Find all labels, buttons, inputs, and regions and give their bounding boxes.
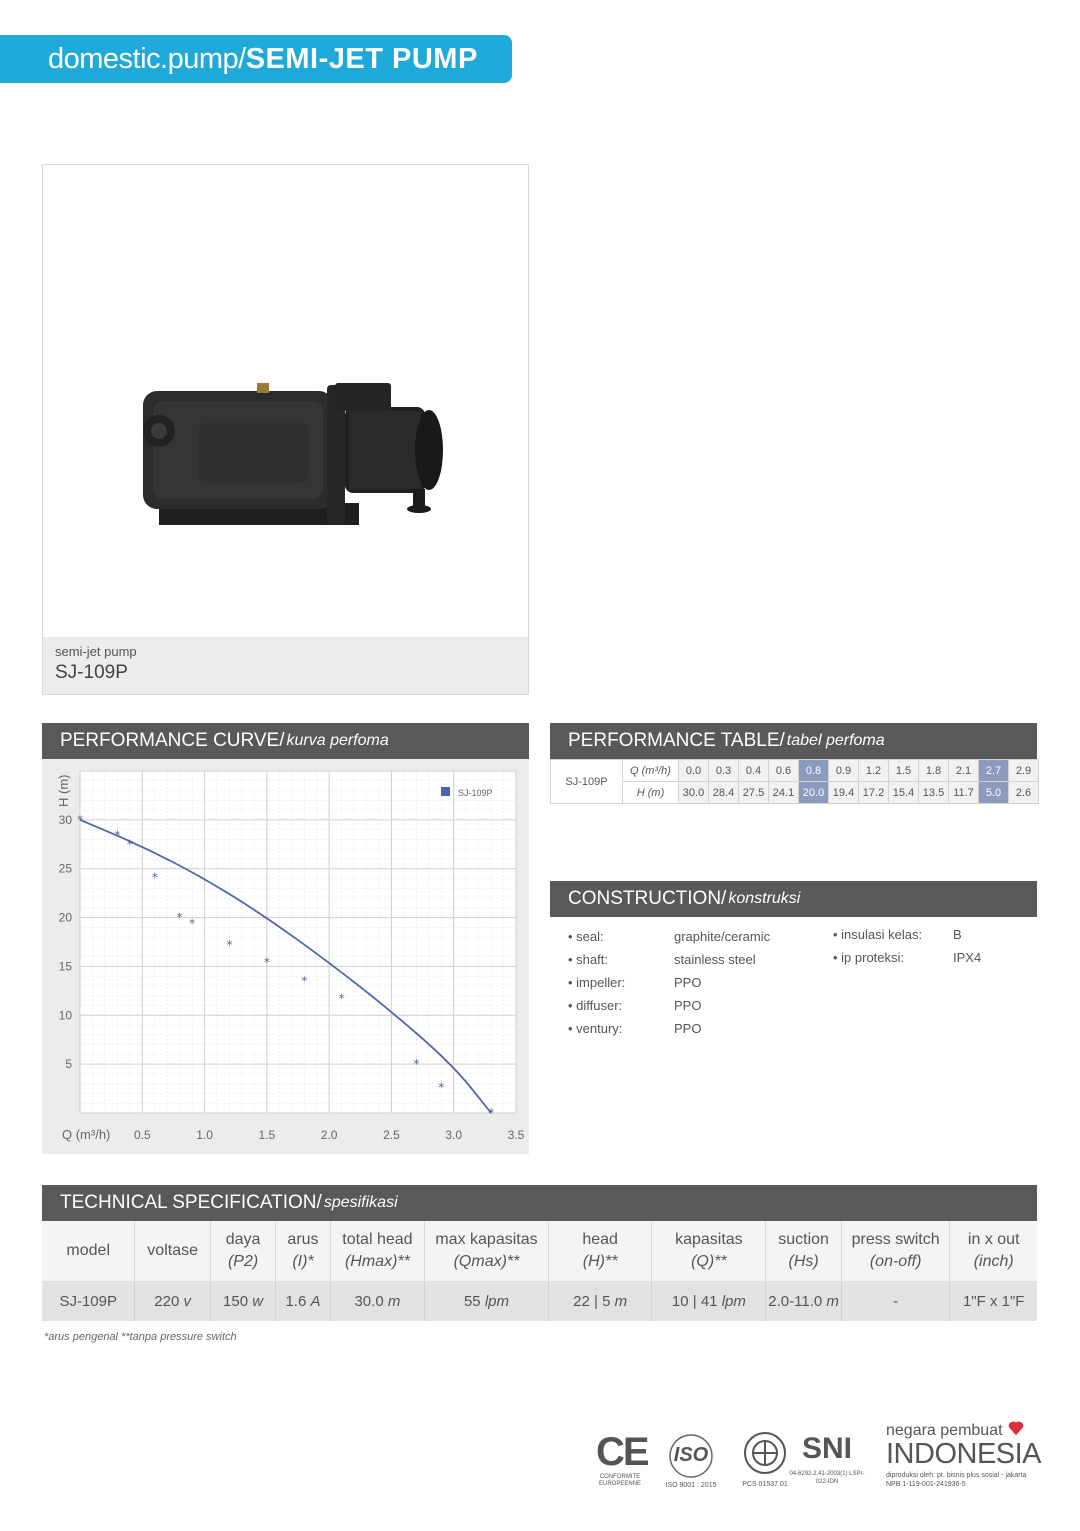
y-tick-label: 30 [58,812,72,827]
iso-logo [658,1428,724,1494]
spec-col-header: in x out (inch) [950,1221,1037,1281]
x-tick-label: 3.0 [445,1128,463,1142]
data-point: * [413,1057,420,1072]
construction-key: • impeller: [568,975,626,990]
performance-chart [42,759,529,1154]
indonesia-npb: NPB 1-119-001-241936-5 [886,1481,966,1488]
y-tick-label: 25 [58,861,72,876]
perf-h-cell-highlight: 5.0 [979,782,1009,804]
x-tick-label: 3.5 [507,1128,525,1142]
performance-curve-subtitle: kurva perfoma [286,732,389,749]
construction-value: graphite/ceramic [674,929,771,944]
perf-q-cell: 0.9 [829,760,859,782]
data-point: * [263,955,270,970]
indonesia-tagline: negara pembuat [886,1422,1003,1439]
ce-mark: CE [596,1430,648,1474]
tech-spec-table [42,1221,1037,1321]
sni-logo [788,1432,866,1486]
construction-key: • ip proteksi: [833,950,905,965]
construction-item [568,925,770,948]
spec-col-header: suction (Hs) [766,1221,841,1281]
indonesia-logo [886,1422,1042,1489]
legend-swatch [441,787,450,796]
performance-table-subtitle: tabel perfoma [786,732,885,749]
construction-item [568,1017,770,1040]
product-card [42,164,529,695]
spec-cell: 55 lpm [425,1281,549,1321]
construction-key: • insulasi kelas: [833,927,923,942]
perf-h-cell: 11.7 [949,782,979,804]
sni-mark: SNI [801,1432,852,1465]
construction-value: stainless steel [674,952,756,967]
construction-title: CONSTRUCTION/ [568,888,727,909]
perf-q-cell: 1.5 [889,760,919,782]
perf-q-cell: 0.6 [769,760,799,782]
construction-list-right [833,923,981,969]
construction-item [568,994,770,1017]
spec-col-header: voltase [135,1221,210,1281]
spec-cell: 1"F x 1"F [950,1281,1037,1321]
x-tick-label: 1.0 [196,1128,213,1142]
construction-item [833,923,981,946]
ce-caption: CONFORMITE EUROPEENNE [598,1474,641,1487]
perf-h-cell: 19.4 [829,782,859,804]
perf-h-cell: 28.4 [709,782,739,804]
data-point: * [126,837,133,852]
data-point: * [301,974,308,989]
spec-col-header: press switch (on-off) [841,1221,950,1281]
perf-q-cell-highlight: 0.8 [799,760,829,782]
perf-h-cell: 30.0 [679,782,709,804]
x-tick-label: 0.5 [133,1128,151,1142]
iso-mark: ISO [673,1444,709,1466]
performance-curve-header [42,723,529,759]
spec-col-header: total head (Hmax)** [330,1221,424,1281]
construction-item [568,948,770,971]
y-tick-label: 10 [58,1008,72,1023]
perf-q-label: Q (m³/h) [623,760,679,782]
construction-item [568,971,770,994]
spec-cell: 1.6 A [276,1281,331,1321]
construction-value: IPX4 [953,950,982,965]
y-tick-label: 20 [58,910,72,925]
category-label: domestic.pump/ [48,42,246,75]
perf-row-q [551,760,1039,782]
performance-table-title: PERFORMANCE TABLE/ [568,730,785,751]
ce-logo [596,1432,646,1488]
perf-model: SJ-109P [551,760,623,804]
sucofindo-seal-icon [740,1430,790,1476]
construction-list-left [568,925,770,1040]
perf-q-cell: 0.4 [739,760,769,782]
plot-area [80,771,516,1113]
construction-item [833,946,981,969]
data-point: * [226,937,233,952]
perf-h-cell-highlight: 20.0 [799,782,829,804]
spec-cell: 2.0-11.0 m [766,1281,841,1321]
data-point: * [176,910,183,925]
spec-cell: SJ-109P [42,1281,135,1321]
perf-h-cell: 13.5 [919,782,949,804]
performance-table-header [550,723,1037,759]
construction-header [550,881,1037,917]
spec-cell: 22 | 5 m [548,1281,652,1321]
data-point: * [151,870,158,885]
performance-chart-panel [42,759,529,1154]
perf-h-cell: 24.1 [769,782,799,804]
spec-cell: 30.0 m [330,1281,424,1321]
construction-key: • seal: [568,929,604,944]
spec-col-header: arus (I)* [276,1221,331,1281]
iso-caption: ISO 9001 : 2015 [665,1482,717,1489]
product-caption [43,637,528,694]
data-point: * [189,916,196,931]
spec-cell: 10 | 41 lpm [652,1281,766,1321]
perf-h-cell: 17.2 [859,782,889,804]
perf-q-cell-highlight: 2.7 [979,760,1009,782]
x-tick-label: 1.5 [258,1128,276,1142]
category-tab [0,35,512,83]
indonesia-producer: diproduksi oleh: pt. bisnis plus sosial - jakarta [886,1472,1027,1479]
data-point: * [77,812,83,827]
sucofindo-logo [740,1430,790,1494]
tech-spec-subtitle: spesifikasi [323,1194,398,1211]
construction-value: B [953,927,962,942]
pump-image [139,383,449,533]
product-subtitle: semi-jet pump [55,644,137,659]
perf-row-h [551,782,1039,804]
spec-cell: 150 w [210,1281,275,1321]
tech-spec-data-row [42,1281,1037,1321]
tech-spec-header [42,1185,1037,1221]
tech-spec-header-row [42,1221,1037,1281]
data-point: * [488,1106,495,1120]
performance-curve-title: PERFORMANCE CURVE/ [60,730,285,751]
perf-q-cell: 2.1 [949,760,979,782]
construction-subtitle: konstruksi [728,890,801,907]
perf-q-cell: 2.9 [1009,760,1039,782]
performance-table [550,759,1039,804]
spec-col-header: model [42,1221,135,1281]
indonesia-wordmark: INDONESIA [886,1438,1042,1470]
product-type-label: SEMI-JET PUMP [245,42,478,75]
construction-key: • diffuser: [568,998,623,1013]
spec-col-header: kapasitas (Q)** [652,1221,766,1281]
construction-value: PPO [674,998,702,1013]
perf-h-cell: 27.5 [739,782,769,804]
construction-key: • shaft: [568,952,608,967]
spec-cell: - [841,1281,950,1321]
x-tick-label: 2.5 [383,1128,400,1142]
sucofindo-caption: PCS 01537.01 [742,1481,788,1488]
spec-cell: 220 v [135,1281,210,1321]
construction-value: PPO [674,1021,702,1036]
y-tick-label: 15 [58,959,72,974]
perf-h-cell: 15.4 [889,782,919,804]
perf-h-cell: 2.6 [1009,782,1039,804]
data-point: * [438,1080,445,1095]
perf-q-cell: 0.0 [679,760,709,782]
tech-spec-title: TECHNICAL SPECIFICATION/ [60,1192,322,1213]
perf-q-cell: 1.2 [859,760,889,782]
construction-key: • ventury: [568,1021,623,1036]
perf-q-cell: 1.8 [919,760,949,782]
data-point: * [338,991,345,1006]
sni-caption: 04-6292.2.41-2003(1) LSPr-022-IDN [789,1471,865,1485]
perf-q-cell: 0.3 [709,760,739,782]
x-tick-label: 2.0 [320,1128,338,1142]
heart-icon [1007,1419,1025,1437]
legend-label: SJ-109P [458,788,493,798]
y-axis-label: H (m) [56,774,71,807]
perf-h-label: H (m) [623,782,679,804]
product-model: SJ-109P [55,662,128,683]
spec-col-header: daya (P2) [210,1221,275,1281]
y-tick-label: 5 [65,1057,72,1072]
footnote: *arus pengenal **tanpa pressure switch [44,1331,237,1343]
x-axis-label: Q (m³/h) [62,1127,111,1142]
construction-value: PPO [674,975,702,990]
data-point: * [114,828,121,843]
spec-col-header: head (H)** [548,1221,652,1281]
spec-col-header: max kapasitas (Qmax)** [425,1221,549,1281]
